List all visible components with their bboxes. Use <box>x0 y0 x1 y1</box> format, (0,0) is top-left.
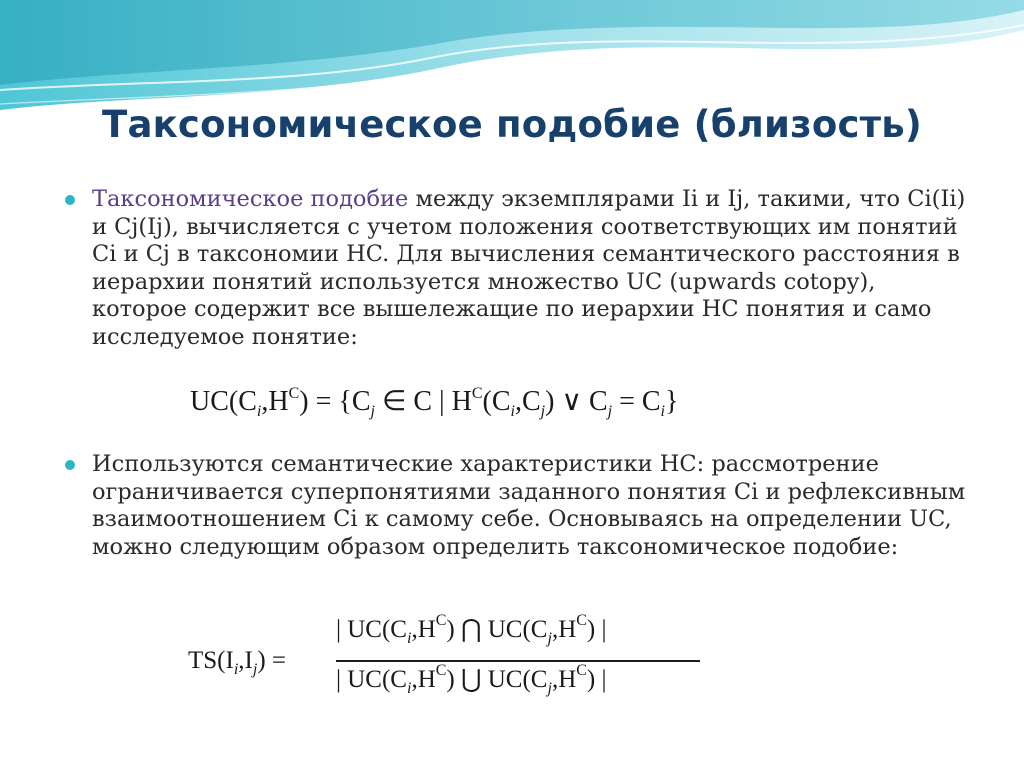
formula-ts-fraction-bar <box>336 660 700 662</box>
header-wave-decoration <box>0 0 1024 120</box>
formula-ts-numerator: | $UC(C_i,H^C)$ ⋂ $UC(C_j,H^C)$ | <box>336 612 607 647</box>
bullet-dot-icon <box>65 460 75 470</box>
bullet-term: Таксономическое подобие <box>92 186 409 212</box>
bullet-item <box>92 186 972 351</box>
bullet-text: Используются семантические характеристики HC: рассмотрение ограничивается суперпонятиями заданного понятия Ci и рефлексивным взаимоотношением Ci к самому себе. Основываясь на определении UC, можно следующим образом определить таксономическое подобие: <box>92 451 966 560</box>
bullet-text: между экземплярами Ii и Ij, такими, что Ci(Ii) и Cj(Ij), вычисляется с учетом положения соответствующих им понятий Ci и Cj в таксономии HC. Для вычисления семантического расстояния в иерархии понятий используется множество UC (upwards cotopy), которое содержит все вышележащие по иерархии HC понятия и само исследуемое понятие: <box>92 186 966 350</box>
bullet-dot-icon <box>65 195 75 205</box>
formula-ts-fraction <box>336 612 607 698</box>
formula-ts-denominator: | $UC(C_i,H^C)$ ⋃ $UC(C_j,H^C)$ | <box>336 662 607 697</box>
formula-uc: $UC(C_i,H^C) = \{C_j$ ∈ C | $H^C(C_i,C_j)$ ∨ $C_j = C_i$} <box>190 385 679 420</box>
formula-ts-lhs: $TS(I_i,I_j)$ = <box>188 647 286 678</box>
slide-title: Таксономическое подобие (близость) <box>102 103 922 146</box>
bullet-item <box>92 451 972 561</box>
